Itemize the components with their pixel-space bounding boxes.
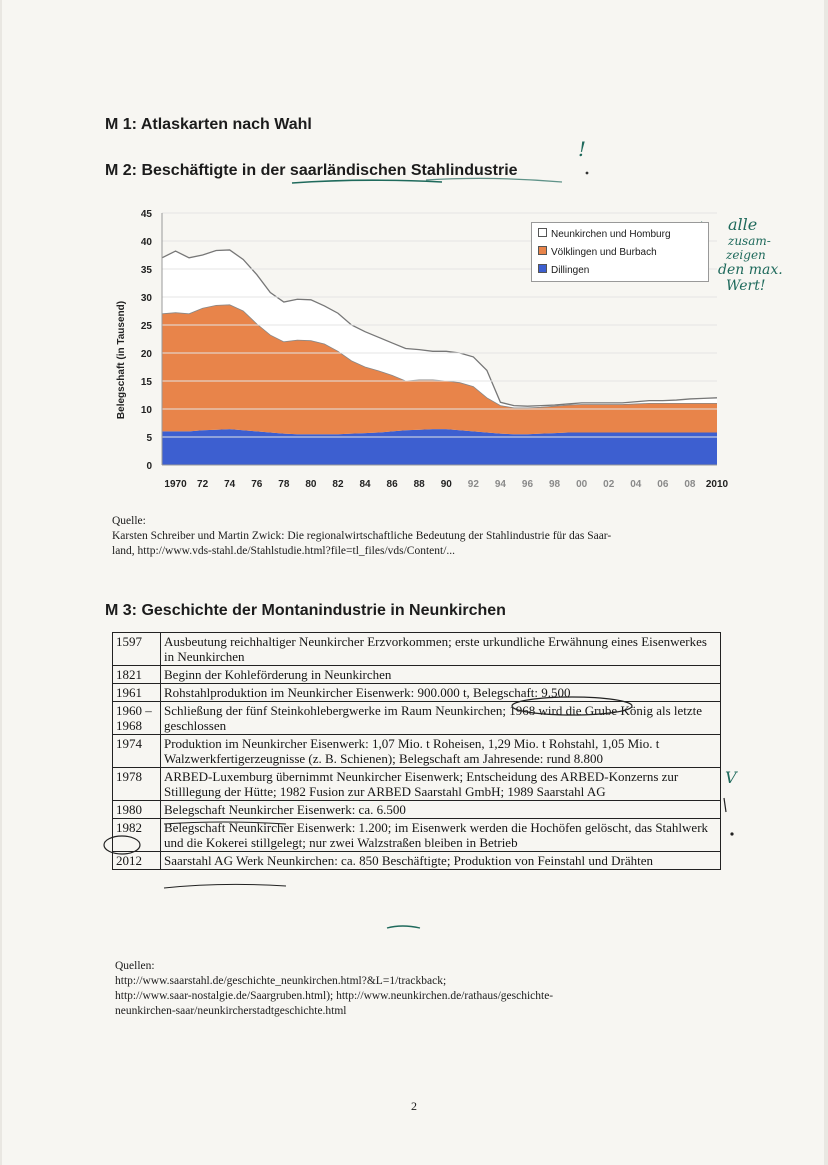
source-2: Quellen: http://www.saarstahl.de/geschichte_neunkirchen.html?&L=1/trackback; http://www.saar-nostalgie.de/Saargruben.html); http://www.neunkirchen.de/rathaus/geschichte- neunkirchen-saar/neunkircherstadtgeschichte.html bbox=[115, 960, 554, 1017]
x-tick-label: 88 bbox=[413, 479, 425, 490]
heading-m3: M 3: Geschichte der Montanindustrie in Neunkirchen bbox=[105, 602, 506, 619]
heading-m2: M 2: Beschäftigte in der saarländischen Stahlindustrie bbox=[105, 162, 518, 179]
table-row bbox=[113, 666, 721, 684]
y-tick-label: 10 bbox=[140, 405, 152, 416]
x-tick-label: 82 bbox=[332, 479, 344, 490]
year-cell: 1980 bbox=[113, 801, 161, 819]
x-tick-label: 96 bbox=[521, 479, 534, 490]
x-tick-label: 78 bbox=[278, 479, 290, 490]
legend-swatch-white bbox=[538, 228, 547, 237]
x-tick-label: 02 bbox=[603, 479, 615, 490]
y-tick-label: 15 bbox=[140, 377, 152, 388]
x-tick-label: 98 bbox=[548, 479, 561, 490]
area-series-dillingen bbox=[162, 429, 717, 465]
document-page bbox=[2, 0, 824, 1165]
year-cell: 1597 bbox=[113, 633, 161, 666]
x-tick-label: 08 bbox=[684, 479, 696, 490]
year-cell: 1978 bbox=[113, 768, 161, 801]
year-cell: 1961 bbox=[113, 684, 161, 702]
legend-swatch-orange bbox=[538, 246, 547, 255]
event-cell: Beginn der Kohleförderung in Neunkirchen bbox=[161, 666, 721, 684]
y-tick-label: 30 bbox=[140, 293, 152, 304]
event-cell: Saarstahl AG Werk Neunkirchen: ca. 850 Beschäftigte; Produktion von Feinstahl und Drähten bbox=[161, 852, 721, 870]
chart-legend bbox=[531, 222, 709, 282]
year-cell: 1821 bbox=[113, 666, 161, 684]
x-tick-label: 86 bbox=[386, 479, 398, 490]
x-tick-label: 06 bbox=[657, 479, 669, 490]
event-cell: Ausbeutung reichhaltiger Neunkircher Erzvorkommen; erste urkundliche Erwähnung eines Eisenwerkes in Neunkirchen bbox=[161, 633, 721, 666]
x-tick-label: 80 bbox=[305, 479, 317, 490]
x-tick-label: 1970 bbox=[164, 479, 187, 490]
y-tick-label: 35 bbox=[140, 265, 152, 276]
legend-swatch-blue bbox=[538, 264, 547, 273]
handwritten-exclamation: ! bbox=[578, 137, 587, 161]
x-tick-label: 04 bbox=[630, 479, 642, 490]
event-cell: Produktion im Neunkircher Eisenwerk: 1,07 Mio. t Roheisen, 1,29 Mio. t Rohstahl, 1,05 Mio. t Walzwerkfertigerzeugnisse (z. B. Schienen); Belegschaft am Jahresende: rund 8.800 bbox=[161, 735, 721, 768]
legend-item-dillingen: Dillingen bbox=[538, 264, 589, 276]
source-1: Quelle: Karsten Schreiber und Martin Zwick: Die regionalwirtschaftliche Bedeutung der Stahlindustrie für das Saar- land, http://www.vds-stahl.de/Stahlstudie.html?file=tl_files/vds/Content/... bbox=[112, 515, 612, 557]
year-cell: 1960 – 1968 bbox=[113, 702, 161, 735]
y-tick-label: 45 bbox=[140, 209, 152, 220]
table-row bbox=[113, 633, 721, 666]
y-tick-label: 25 bbox=[140, 321, 152, 332]
y-axis-label: Belegschaft (in Tausend) bbox=[116, 300, 127, 420]
y-tick-label: 20 bbox=[140, 349, 152, 360]
y-tick-label: 40 bbox=[140, 237, 152, 248]
heading-m1: M 1: Atlaskarten nach Wahl bbox=[105, 116, 312, 133]
event-cell: Rohstahlproduktion im Neunkircher Eisenwerk: 900.000 t, Belegschaft: 9.500 bbox=[161, 684, 721, 702]
page-number: 2 bbox=[411, 1099, 417, 1113]
y-tick-label: 5 bbox=[146, 433, 152, 444]
event-cell: Belegschaft Neunkircher Eisenwerk: ca. 6.500 bbox=[161, 801, 721, 819]
x-tick-label: 2010 bbox=[705, 479, 729, 490]
event-cell: ARBED-Luxemburg übernimmt Neunkircher Eisenwerk; Entscheidung des ARBED-Konzerns zur Stilllegung der Hütte; 1982 Fusion zur ARBED Saarstahl GmbH; 1989 Saarstahl AG bbox=[161, 768, 721, 801]
handwritten-side-note: alle zusam- zeigen den max. Wert! bbox=[718, 215, 783, 294]
handwritten-check: V bbox=[725, 768, 737, 787]
year-cell: 1982 bbox=[113, 819, 161, 852]
x-tick-label: 92 bbox=[467, 479, 479, 490]
year-cell: 2012 bbox=[113, 852, 161, 870]
event-cell: Schließung der fünf Steinkohlebergwerke im Raum Neunkirchen; 1968 wird die Grube König als letzte geschlossen bbox=[161, 702, 721, 735]
y-tick-label: 0 bbox=[146, 461, 152, 472]
handwriting-marks-table bbox=[102, 690, 752, 940]
x-tick-label: 00 bbox=[576, 479, 588, 490]
x-tick-label: 76 bbox=[251, 479, 263, 490]
event-cell: Belegschaft Neunkircher Eisenwerk: 1.200; im Eisenwerk werden die Hochöfen gelöscht, das Stahlwerk und die Kokerei stillgelegt; nur zwei Walzstraßen bleiben in Betrieb bbox=[161, 819, 721, 852]
x-tick-label: 90 bbox=[440, 479, 452, 490]
x-tick-label: 94 bbox=[494, 479, 506, 490]
x-tick-label: 72 bbox=[197, 479, 209, 490]
legend-item-neunkirchen: Neunkirchen und Homburg bbox=[538, 228, 671, 240]
x-tick-label: 84 bbox=[359, 479, 371, 490]
year-cell: 1974 bbox=[113, 735, 161, 768]
x-tick-label: 74 bbox=[224, 479, 236, 490]
legend-item-voelklingen: Völklingen und Burbach bbox=[538, 246, 657, 258]
